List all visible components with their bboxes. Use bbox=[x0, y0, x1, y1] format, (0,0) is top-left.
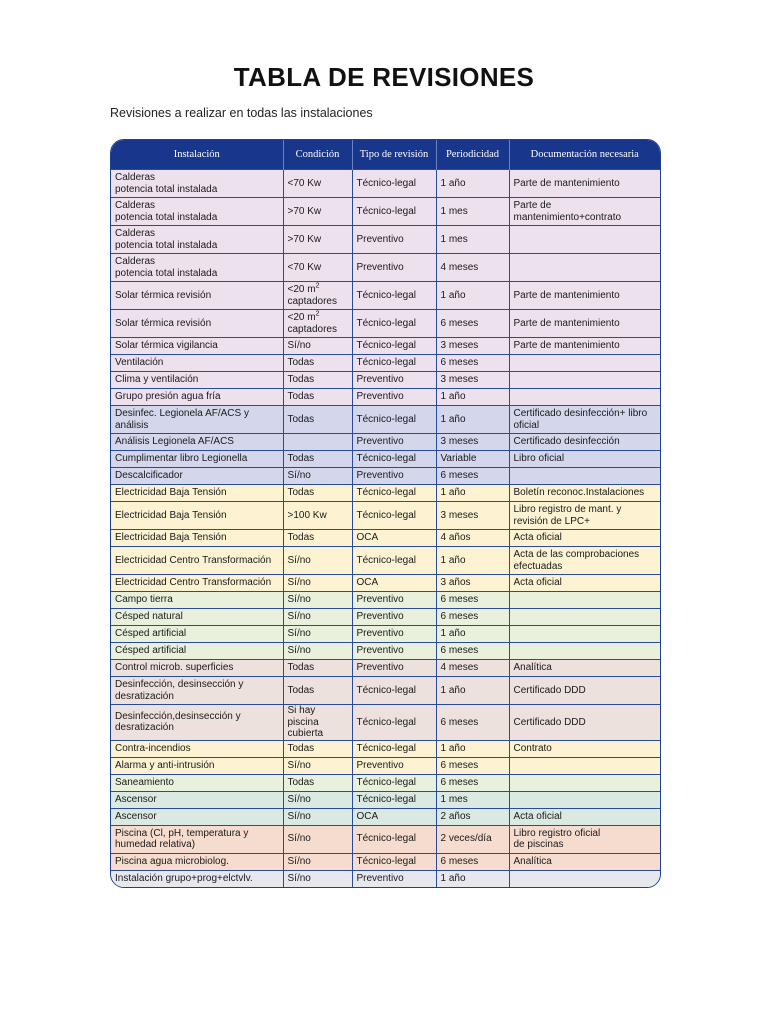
condicion-cell: >100 Kw bbox=[283, 502, 352, 530]
table-row bbox=[111, 740, 660, 757]
documentacion-cell: Boletín reconoc.Instalaciones bbox=[509, 485, 660, 502]
documentacion-cell: Parte de mantenimiento bbox=[509, 170, 660, 198]
instalacion-cell: Calderas potencia total instalada bbox=[111, 254, 283, 282]
table-body bbox=[111, 170, 660, 888]
condicion-cell: Todas bbox=[283, 406, 352, 434]
condicion-cell: Todas bbox=[283, 485, 352, 502]
periodicidad-cell: 6 meses bbox=[436, 853, 509, 870]
documentacion-cell bbox=[509, 254, 660, 282]
periodicidad-cell: 1 año bbox=[436, 740, 509, 757]
condicion-cell: >70 Kw bbox=[283, 226, 352, 254]
table-row bbox=[111, 870, 660, 887]
tipo-revision-cell: Técnico-legal bbox=[352, 485, 436, 502]
instalacion-cell: Calderas potencia total instalada bbox=[111, 226, 283, 254]
periodicidad-cell: 1 año bbox=[436, 677, 509, 705]
tipo-revision-cell: Preventivo bbox=[352, 643, 436, 660]
condicion-cell: Si hay piscina cubierta bbox=[283, 705, 352, 741]
tipo-revision-cell: Preventivo bbox=[352, 254, 436, 282]
tipo-revision-cell: Técnico-legal bbox=[352, 853, 436, 870]
instalacion-cell: Césped natural bbox=[111, 609, 283, 626]
instalacion-cell: Instalación grupo+prog+elctvlv. bbox=[111, 870, 283, 887]
instalacion-cell: Césped artificial bbox=[111, 643, 283, 660]
condicion-cell: Todas bbox=[283, 530, 352, 547]
documentacion-cell: Libro registro de mant. y revisión de LPC+ bbox=[509, 502, 660, 530]
documentacion-cell bbox=[509, 626, 660, 643]
documentacion-cell bbox=[509, 643, 660, 660]
instalacion-cell: Descalcificador bbox=[111, 468, 283, 485]
condicion-cell: Sí/no bbox=[283, 853, 352, 870]
table-row bbox=[111, 825, 660, 853]
periodicidad-cell: 1 año bbox=[436, 389, 509, 406]
instalacion-cell: Solar térmica vigilancia bbox=[111, 338, 283, 355]
condicion-cell: Todas bbox=[283, 660, 352, 677]
periodicidad-cell: 2 veces/día bbox=[436, 825, 509, 853]
periodicidad-cell: 1 año bbox=[436, 547, 509, 575]
instalacion-cell: Desinfección,desinsección y desratización bbox=[111, 705, 283, 741]
tipo-revision-cell: OCA bbox=[352, 575, 436, 592]
documentacion-cell: Certificado DDD bbox=[509, 705, 660, 741]
documentacion-cell: Acta oficial bbox=[509, 808, 660, 825]
documentacion-cell: Certificado desinfección+ libro oficial bbox=[509, 406, 660, 434]
periodicidad-cell: 6 meses bbox=[436, 643, 509, 660]
documentacion-cell bbox=[509, 870, 660, 887]
periodicidad-cell: 4 meses bbox=[436, 660, 509, 677]
table-row bbox=[111, 389, 660, 406]
periodicidad-cell: 6 meses bbox=[436, 310, 509, 338]
condicion-cell bbox=[283, 434, 352, 451]
documentacion-cell bbox=[509, 468, 660, 485]
instalacion-cell: Electricidad Baja Tensión bbox=[111, 502, 283, 530]
tipo-revision-cell: Técnico-legal bbox=[352, 198, 436, 226]
tipo-revision-cell: Técnico-legal bbox=[352, 338, 436, 355]
condicion-cell: Sí/no bbox=[283, 592, 352, 609]
periodicidad-cell: 4 años bbox=[436, 530, 509, 547]
table-row bbox=[111, 609, 660, 626]
instalacion-cell: Alarma y anti-intrusión bbox=[111, 757, 283, 774]
condicion-cell: >70 Kw bbox=[283, 198, 352, 226]
table-row bbox=[111, 660, 660, 677]
table-row bbox=[111, 355, 660, 372]
instalacion-cell: Ascensor bbox=[111, 808, 283, 825]
instalacion-cell: Ventilación bbox=[111, 355, 283, 372]
tipo-revision-cell: Técnico-legal bbox=[352, 451, 436, 468]
periodicidad-cell: 1 año bbox=[436, 282, 509, 310]
tipo-revision-cell: Técnico-legal bbox=[352, 282, 436, 310]
table-row bbox=[111, 547, 660, 575]
periodicidad-cell: 3 meses bbox=[436, 372, 509, 389]
column-header-condicion: Condición bbox=[283, 140, 352, 170]
periodicidad-cell: 4 meses bbox=[436, 254, 509, 282]
table-row bbox=[111, 774, 660, 791]
table-row bbox=[111, 626, 660, 643]
tipo-revision-cell: Preventivo bbox=[352, 870, 436, 887]
condicion-cell: Sí/no bbox=[283, 825, 352, 853]
documentacion-cell: Acta de las comprobaciones efectuadas bbox=[509, 547, 660, 575]
instalacion-cell: Calderas potencia total instalada bbox=[111, 198, 283, 226]
documentacion-cell: Parte de mantenimiento bbox=[509, 282, 660, 310]
condicion-cell: <20 $m^2$ captadores bbox=[283, 282, 352, 310]
table-row bbox=[111, 468, 660, 485]
periodicidad-cell: 6 meses bbox=[436, 592, 509, 609]
documentacion-cell bbox=[509, 757, 660, 774]
periodicidad-cell: Variable bbox=[436, 451, 509, 468]
tipo-revision-cell: Preventivo bbox=[352, 609, 436, 626]
tipo-revision-cell: Técnico-legal bbox=[352, 740, 436, 757]
condicion-cell: Sí/no bbox=[283, 547, 352, 575]
instalacion-cell: Electricidad Centro Transformación bbox=[111, 547, 283, 575]
documentacion-cell: Analítica bbox=[509, 853, 660, 870]
column-header-tipo-revision: Tipo de revisión bbox=[352, 140, 436, 170]
periodicidad-cell: 1 año bbox=[436, 170, 509, 198]
instalacion-cell: Control microb. superficies bbox=[111, 660, 283, 677]
table-row bbox=[111, 226, 660, 254]
documentacion-cell: Certificado DDD bbox=[509, 677, 660, 705]
table-row bbox=[111, 643, 660, 660]
tipo-revision-cell: Técnico-legal bbox=[352, 774, 436, 791]
table-row bbox=[111, 502, 660, 530]
condicion-cell: Sí/no bbox=[283, 575, 352, 592]
periodicidad-cell: 6 meses bbox=[436, 774, 509, 791]
periodicidad-cell: 2 años bbox=[436, 808, 509, 825]
table-row bbox=[111, 592, 660, 609]
instalacion-cell: Solar térmica revisión bbox=[111, 310, 283, 338]
tipo-revision-cell: Técnico-legal bbox=[352, 705, 436, 741]
instalacion-cell: Ascensor bbox=[111, 791, 283, 808]
tipo-revision-cell: Preventivo bbox=[352, 757, 436, 774]
table-row bbox=[111, 791, 660, 808]
tipo-revision-cell: Técnico-legal bbox=[352, 547, 436, 575]
tipo-revision-cell: Técnico-legal bbox=[352, 406, 436, 434]
condicion-cell: Sí/no bbox=[283, 338, 352, 355]
documentacion-cell: Certificado desinfección bbox=[509, 434, 660, 451]
tipo-revision-cell: Preventivo bbox=[352, 660, 436, 677]
condicion-cell: Todas bbox=[283, 451, 352, 468]
documentacion-cell bbox=[509, 389, 660, 406]
periodicidad-cell: 6 meses bbox=[436, 355, 509, 372]
periodicidad-cell: 6 meses bbox=[436, 705, 509, 741]
instalacion-cell: Grupo presión agua fría bbox=[111, 389, 283, 406]
table-row bbox=[111, 198, 660, 226]
tipo-revision-cell: OCA bbox=[352, 530, 436, 547]
condicion-cell: Sí/no bbox=[283, 468, 352, 485]
condicion-cell: Sí/no bbox=[283, 609, 352, 626]
documentacion-cell: Libro registro oficial de piscinas bbox=[509, 825, 660, 853]
instalacion-cell: Calderas potencia total instalada bbox=[111, 170, 283, 198]
tipo-revision-cell: Técnico-legal bbox=[352, 825, 436, 853]
table-row bbox=[111, 451, 660, 468]
instalacion-cell: Campo tierra bbox=[111, 592, 283, 609]
table-header-row bbox=[111, 140, 660, 170]
documentacion-cell: Analítica bbox=[509, 660, 660, 677]
tipo-revision-cell: Técnico-legal bbox=[352, 677, 436, 705]
documentacion-cell: Parte de mantenimiento+contrato bbox=[509, 198, 660, 226]
table-row bbox=[111, 310, 660, 338]
page-title: TABLA DE REVISIONES bbox=[233, 62, 535, 92]
condicion-cell: <70 Kw bbox=[283, 170, 352, 198]
column-header-periodicidad: Periodicidad bbox=[436, 140, 509, 170]
table-row bbox=[111, 575, 660, 592]
periodicidad-cell: 6 meses bbox=[436, 609, 509, 626]
tipo-revision-cell: Técnico-legal bbox=[352, 170, 436, 198]
instalacion-cell: Piscina agua microbiolog. bbox=[111, 853, 283, 870]
tipo-revision-cell: Preventivo bbox=[352, 626, 436, 643]
instalacion-cell: Análisis Legionela AF/ACS bbox=[111, 434, 283, 451]
instalacion-cell: Desinfección, desinsección y desratización bbox=[111, 677, 283, 705]
tipo-revision-cell: Preventivo bbox=[352, 389, 436, 406]
table-row bbox=[111, 808, 660, 825]
periodicidad-cell: 1 año bbox=[436, 870, 509, 887]
periodicidad-cell: 1 año bbox=[436, 626, 509, 643]
periodicidad-cell: 6 meses bbox=[436, 468, 509, 485]
tipo-revision-cell: Preventivo bbox=[352, 226, 436, 254]
periodicidad-cell: 3 meses bbox=[436, 434, 509, 451]
condicion-cell: Sí/no bbox=[283, 808, 352, 825]
column-header-instalacion: Instalación bbox=[111, 140, 283, 170]
tipo-revision-cell: OCA bbox=[352, 808, 436, 825]
documentacion-cell bbox=[509, 592, 660, 609]
revisions-table bbox=[111, 140, 660, 887]
documentacion-cell bbox=[509, 774, 660, 791]
tipo-revision-cell: Técnico-legal bbox=[352, 502, 436, 530]
condicion-cell: Sí/no bbox=[283, 643, 352, 660]
instalacion-cell: Electricidad Baja Tensión bbox=[111, 530, 283, 547]
condicion-cell: Todas bbox=[283, 740, 352, 757]
documentacion-cell: Acta oficial bbox=[509, 575, 660, 592]
instalacion-cell: Cumplimentar libro Legionella bbox=[111, 451, 283, 468]
documentacion-cell bbox=[509, 355, 660, 372]
column-header-documentacion: Documentación necesaria bbox=[509, 140, 660, 170]
table-row bbox=[111, 677, 660, 705]
documentacion-cell: Libro oficial bbox=[509, 451, 660, 468]
instalacion-cell: Desinfec. Legionela AF/ACS y análisis bbox=[111, 406, 283, 434]
periodicidad-cell: 3 años bbox=[436, 575, 509, 592]
table-row bbox=[111, 705, 660, 741]
documentacion-cell bbox=[509, 226, 660, 254]
periodicidad-cell: 1 año bbox=[436, 485, 509, 502]
condicion-cell: Sí/no bbox=[283, 757, 352, 774]
documentacion-cell: Acta oficial bbox=[509, 530, 660, 547]
documentacion-cell: Parte de mantenimiento bbox=[509, 338, 660, 355]
tipo-revision-cell: Preventivo bbox=[352, 434, 436, 451]
condicion-cell: Sí/no bbox=[283, 870, 352, 887]
periodicidad-cell: 1 mes bbox=[436, 198, 509, 226]
tipo-revision-cell: Técnico-legal bbox=[352, 355, 436, 372]
periodicidad-cell: 6 meses bbox=[436, 757, 509, 774]
table-row bbox=[111, 338, 660, 355]
instalacion-cell: Solar térmica revisión bbox=[111, 282, 283, 310]
table-row bbox=[111, 853, 660, 870]
table-row bbox=[111, 254, 660, 282]
documentacion-cell bbox=[509, 791, 660, 808]
tipo-revision-cell: Preventivo bbox=[352, 468, 436, 485]
documentacion-cell: Contrato bbox=[509, 740, 660, 757]
periodicidad-cell: 1 año bbox=[436, 406, 509, 434]
table-row bbox=[111, 282, 660, 310]
page-subtitle: Revisiones a realizar en todas las instalaciones bbox=[110, 106, 373, 120]
periodicidad-cell: 3 meses bbox=[436, 502, 509, 530]
condicion-cell: Sí/no bbox=[283, 791, 352, 808]
condicion-cell: <70 Kw bbox=[283, 254, 352, 282]
instalacion-cell: Contra-incendios bbox=[111, 740, 283, 757]
tipo-revision-cell: Preventivo bbox=[352, 592, 436, 609]
periodicidad-cell: 1 mes bbox=[436, 791, 509, 808]
table-row bbox=[111, 530, 660, 547]
condicion-cell: Sí/no bbox=[283, 626, 352, 643]
table-row bbox=[111, 406, 660, 434]
instalacion-cell: Saneamiento bbox=[111, 774, 283, 791]
condicion-cell: Todas bbox=[283, 774, 352, 791]
tipo-revision-cell: Técnico-legal bbox=[352, 791, 436, 808]
instalacion-cell: Electricidad Centro Transformación bbox=[111, 575, 283, 592]
instalacion-cell: Piscina (Cl, pH, temperatura y humedad relativa) bbox=[111, 825, 283, 853]
tipo-revision-cell: Preventivo bbox=[352, 372, 436, 389]
instalacion-cell: Clima y ventilación bbox=[111, 372, 283, 389]
condicion-cell: Todas bbox=[283, 677, 352, 705]
table-row bbox=[111, 372, 660, 389]
condicion-cell: Todas bbox=[283, 372, 352, 389]
revisions-table-container bbox=[110, 139, 661, 888]
documentacion-cell: Parte de mantenimiento bbox=[509, 310, 660, 338]
condicion-cell: Todas bbox=[283, 355, 352, 372]
instalacion-cell: Electricidad Baja Tensión bbox=[111, 485, 283, 502]
table-row bbox=[111, 485, 660, 502]
condicion-cell: <20 $m^2$ captadores bbox=[283, 310, 352, 338]
instalacion-cell: Césped artificial bbox=[111, 626, 283, 643]
table-row bbox=[111, 757, 660, 774]
tipo-revision-cell: Técnico-legal bbox=[352, 310, 436, 338]
documentacion-cell bbox=[509, 372, 660, 389]
table-row bbox=[111, 434, 660, 451]
periodicidad-cell: 3 meses bbox=[436, 338, 509, 355]
condicion-cell: Todas bbox=[283, 389, 352, 406]
periodicidad-cell: 1 mes bbox=[436, 226, 509, 254]
documentacion-cell bbox=[509, 609, 660, 626]
table-row bbox=[111, 170, 660, 198]
